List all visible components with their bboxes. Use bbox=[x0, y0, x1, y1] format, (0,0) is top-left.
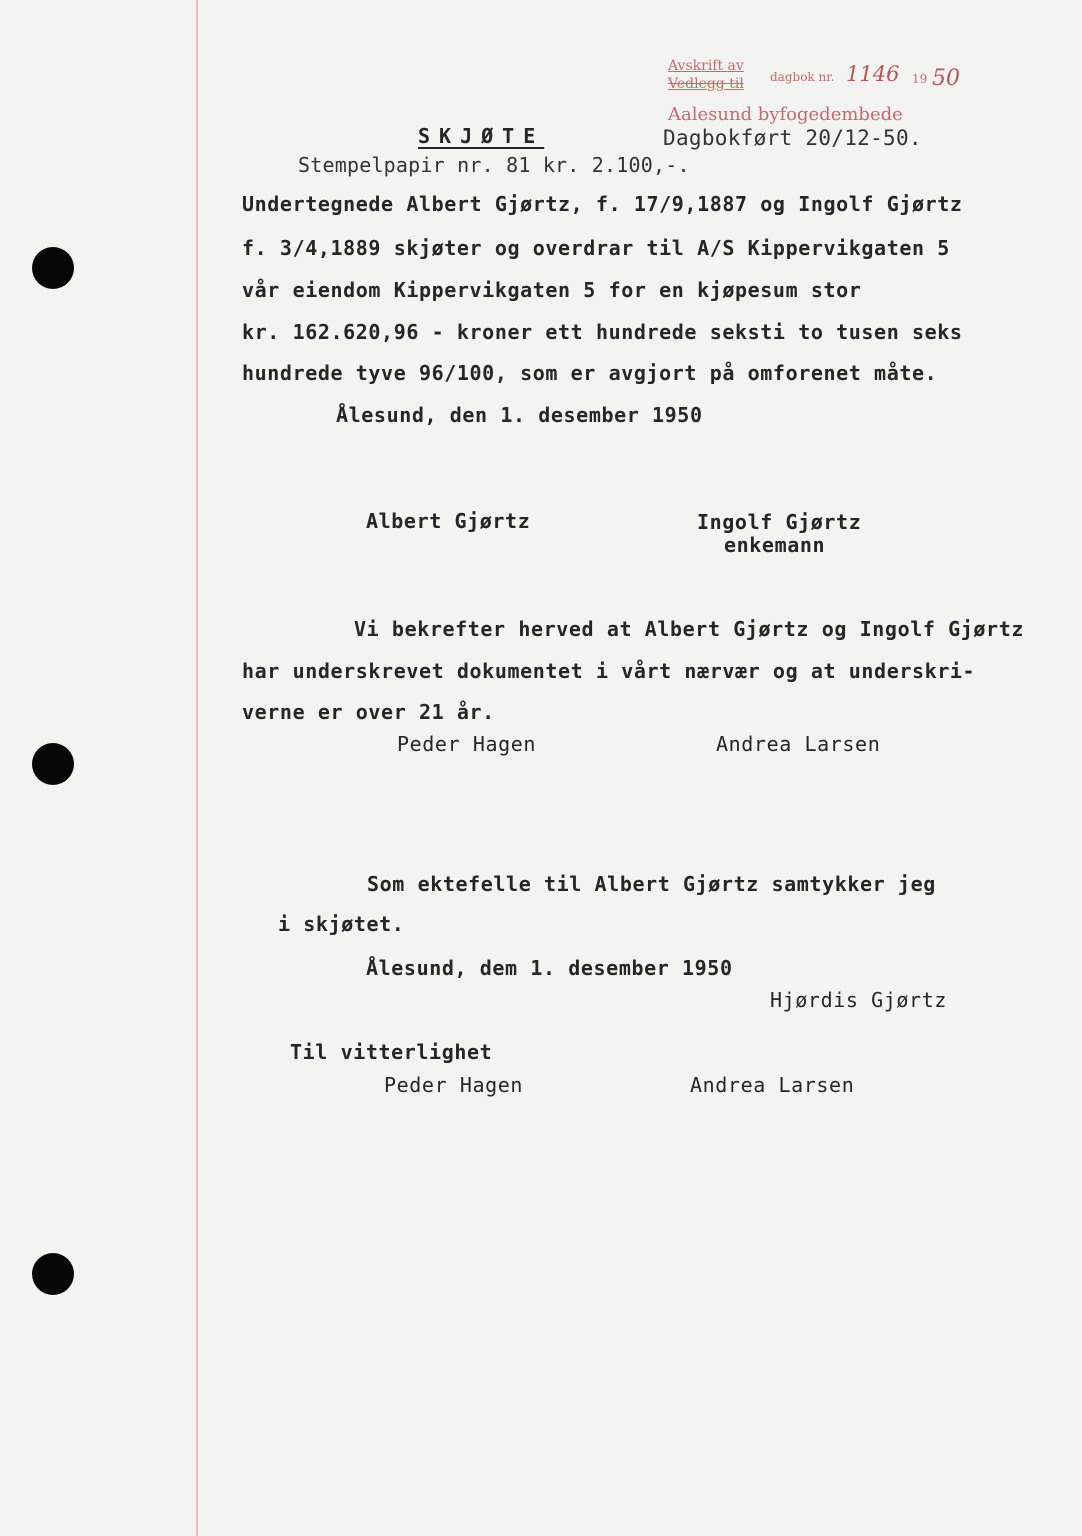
registered-note: Dagbokført 20/12-50. bbox=[663, 126, 922, 150]
consent-line-2: i skjøtet. bbox=[278, 912, 405, 936]
attest-label: Til vitterlighet bbox=[290, 1040, 493, 1064]
consent-signer: Hjørdis Gjørtz bbox=[770, 988, 947, 1012]
witness-line-3: verne er over 21 år. bbox=[242, 700, 495, 724]
body-line-3: vår eiendom Kippervikgaten 5 for en kjøpesum stor bbox=[242, 278, 862, 302]
body-line-5: hundrede tyve 96/100, som er avgjort på omforenet måte. bbox=[242, 361, 938, 385]
consent-line-1: Som ektefelle til Albert Gjørtz samtykker jeg bbox=[367, 872, 936, 896]
body-line-1: Undertegnede Albert Gjørtz, f. 17/9,1887 og Ingolf Gjørtz bbox=[242, 192, 963, 216]
stamp-paper-line: Stempelpapir nr. 81 kr. 2.100,-. bbox=[298, 153, 690, 177]
dagbok-number: 1146 bbox=[846, 62, 900, 86]
stamp-office: Aalesund byfogedembede bbox=[668, 104, 903, 125]
witness2-name: Andrea Larsen bbox=[716, 732, 881, 756]
punch-hole-bottom bbox=[32, 1253, 74, 1295]
consent-witness1: Peder Hagen bbox=[384, 1073, 524, 1097]
witness-line-2: har underskrevet dokumentet i vårt nærvær og at underskri- bbox=[242, 659, 976, 683]
body-line-4: kr. 162.620,96 - kroner ett hundrede seksti to tusen seks bbox=[242, 320, 963, 344]
stamp-line-1: Avskrift av bbox=[668, 58, 744, 74]
consent-place-date: Ålesund, dem 1. desember 1950 bbox=[366, 956, 733, 980]
witness-line-1: Vi bekrefter herved at Albert Gjørtz og Ingolf Gjørtz bbox=[354, 617, 1024, 641]
stamp-year-suffix: 50 bbox=[932, 66, 960, 91]
body-place-date: Ålesund, den 1. desember 1950 bbox=[336, 403, 703, 427]
stamp-year-prefix: 19 bbox=[912, 72, 928, 86]
witness1-name: Peder Hagen bbox=[397, 732, 537, 756]
stamp-line-2: Vedlegg til bbox=[668, 76, 744, 92]
seller1-name: Albert Gjørtz bbox=[366, 509, 531, 533]
page-title: SKJØTE bbox=[418, 124, 545, 148]
stamp-dagbok-label: dagbok nr. bbox=[770, 70, 835, 84]
seller2-name: Ingolf Gjørtz bbox=[697, 510, 862, 534]
margin-line bbox=[196, 0, 198, 1536]
punch-hole-middle bbox=[32, 743, 74, 785]
punch-hole-top bbox=[32, 247, 74, 289]
consent-witness2: Andrea Larsen bbox=[690, 1073, 855, 1097]
body-line-2: f. 3/4,1889 skjøter og overdrar til A/S Kippervikgaten 5 bbox=[242, 236, 950, 260]
seller2-status: enkemann bbox=[724, 533, 826, 557]
